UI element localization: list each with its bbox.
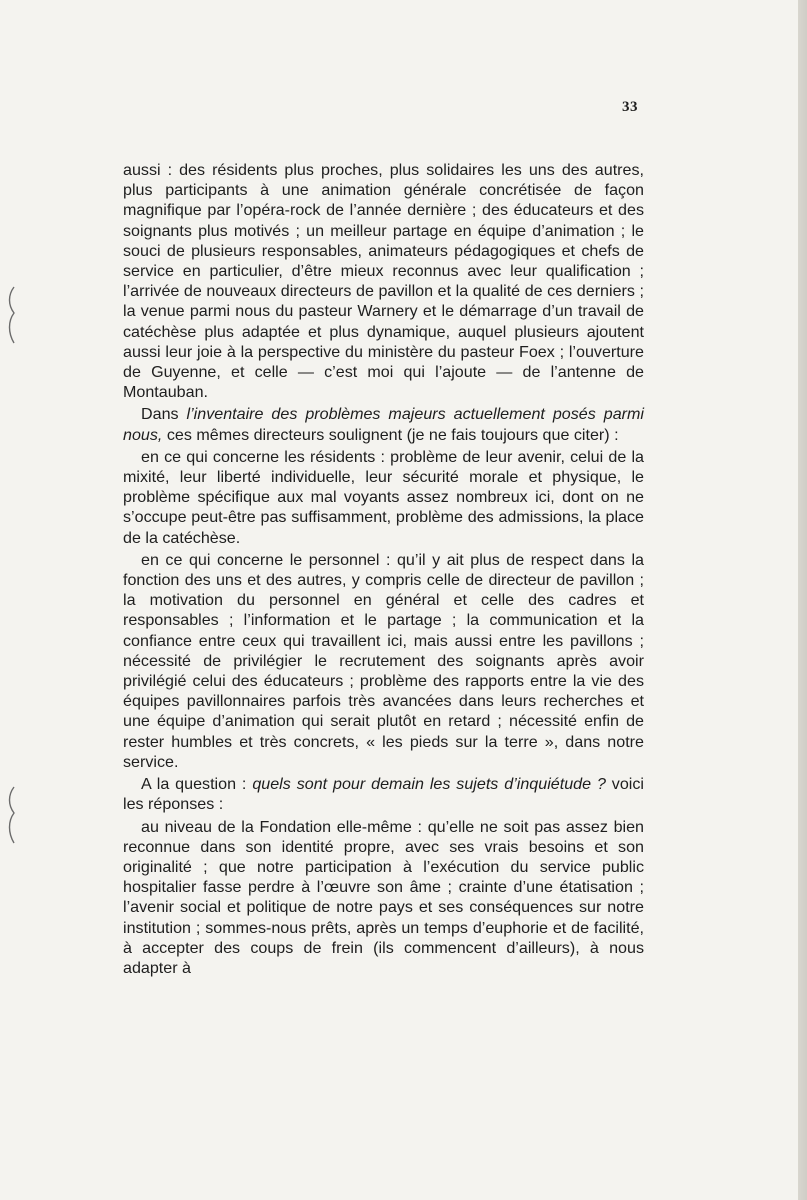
- paragraph-text: en ce qui concerne le personnel : qu’il y ait plus de respect dans la fonction des uns et des autres, y compris celle de directeur de pavillon ; la motivation du personnel en général et celle des cadres et responsables ; l’information et le partage ; la communication et la confiance entre ceux qui travaillent ici, mais aussi entre les pavillons ; nécessité de privilégier le recrutement des soignants après avoir privilégié celui des éducateurs ; problème des rapports entre la vie des équipes pavillonnaires parfois très avancées dans leurs recherches et une équipe d’animation qui serait plutôt en retard ; nécessité enfin de rester humbles et très concrets, « les pieds sur la terre », dans notre service.: [123, 550, 644, 771]
- italic-text: quels sont pour demain les sujets d’inquiétude ?: [252, 775, 606, 794]
- body-text: [123, 160, 644, 978]
- paragraph-question: [123, 774, 644, 814]
- page-number: 33: [622, 99, 638, 115]
- paragraph-fondation: [123, 817, 644, 979]
- paragraph-personnel: [123, 550, 644, 772]
- paragraph-text: A la question :: [141, 775, 253, 794]
- paragraph-text: en ce qui concerne les résidents : problème de leur avenir, celui de la mixité, leur liberté individuelle, leur sécurité morale et physique, le problème spécifique aux mal voyants assez nombreux ici, dont on ne s’occupe peut-être pas suffisamment, problème des admissions, la place de la catéchèse.: [123, 447, 644, 547]
- paragraph-inventaire: [123, 404, 644, 444]
- binding-staple-icon: [4, 285, 18, 345]
- page-edge: [798, 0, 807, 1200]
- paragraph-text: Dans: [141, 405, 187, 424]
- italic-text: l’inventaire des problèmes majeurs actuellement posés parmi nous,: [123, 405, 644, 444]
- binding-staple-icon: [4, 785, 18, 845]
- paragraph-text: ces mêmes directeurs soulignent (je ne fais toujours que citer) :: [162, 425, 619, 444]
- paragraph-continuation: [123, 160, 644, 402]
- paragraph-text: au niveau de la Fondation elle-même : qu’elle ne soit pas assez bien reconnue dans son identité propre, avec ses vrais besoins et son originalité ; que notre participation à l’exécution du service public hospitalier fasse perdre à l’œuvre son âme ; crainte d’une étatisation ; l’avenir social et politique de notre pays et ses conséquences sur notre institution ; sommes-nous prêts, après un temps d’euphorie et de facilité, à accepter des coups de frein (ils commencent d’ailleurs), à nous adapter à: [123, 817, 644, 977]
- paragraph-text: aussi : des résidents plus proches, plus solidaires les uns des autres, plus participants à une animation générale concrétisée de façon magnifique par l’opéra-rock de l’année dernière ; des éducateurs et des soignants plus motivés ; un meilleur partage en équipe d’animation ; le souci de plusieurs responsables, animateurs pédagogiques et chefs de service en particulier, d’être mieux reconnus avec leur qualification ; l’arrivée de nouveaux directeurs de pavillon et la qualité de ces derniers ; la venue parmi nous du pasteur Warnery et le démarrage d’un travail de catéchèse plus adaptée et plus dynamique, auquel plusieurs ajoutent aussi leur joie à la perspective du ministère du pasteur Foex ; l’ouverture de Guyenne, et celle — c’est moi qui l’ajoute — de l’antenne de Montauban.: [123, 161, 644, 402]
- paragraph-text: voici les réponses :: [123, 775, 645, 814]
- paragraph-residents: [123, 447, 644, 548]
